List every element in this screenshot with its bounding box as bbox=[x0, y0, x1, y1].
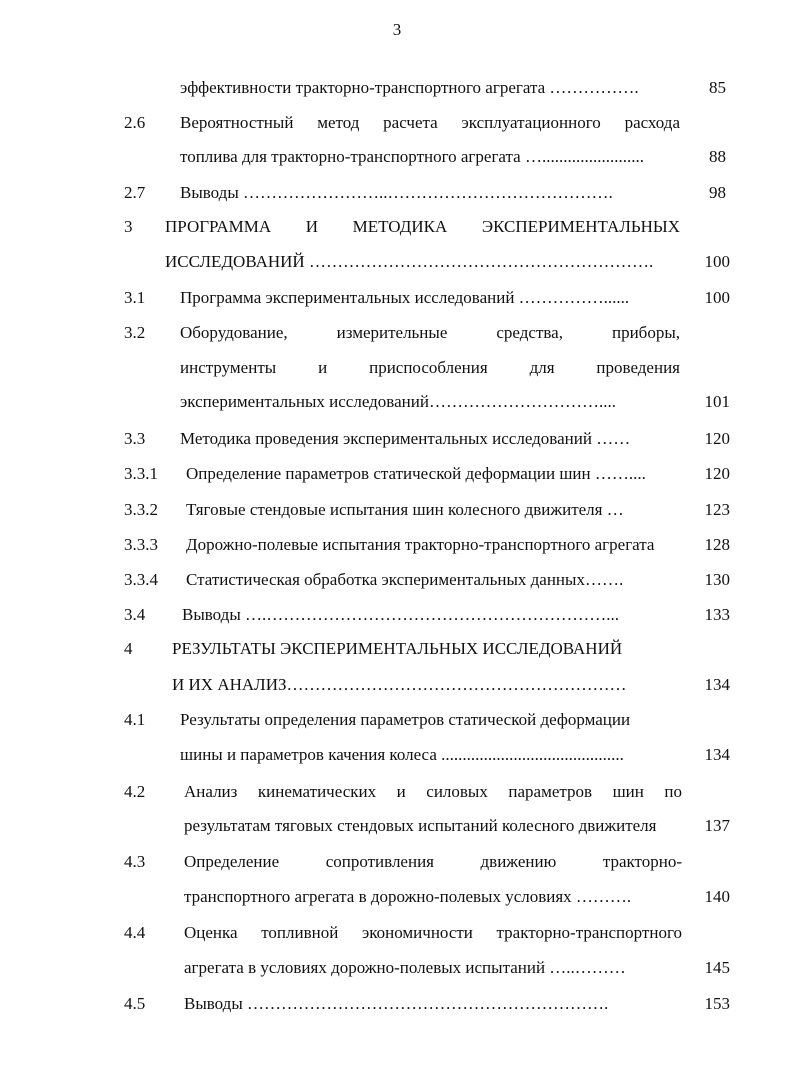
toc-entry-text: Программа экспериментальных исследований ……………...... bbox=[180, 288, 630, 307]
toc-entry-text: Статистическая обработка экспериментальных данных……. bbox=[186, 570, 624, 589]
toc-entry-number: 4.4 bbox=[124, 923, 146, 942]
toc-entry-text: Определение параметров статической деформации шин …….... bbox=[186, 464, 646, 483]
toc-entry-number: 3.3.3 bbox=[124, 535, 158, 554]
toc-entry-number: 3.3.2 bbox=[124, 500, 158, 519]
toc-entry-page: 128 bbox=[704, 535, 730, 554]
toc-entry-text: Выводы ……………………..…………………………………. bbox=[180, 183, 613, 202]
toc-entry-text: Результаты определения параметров статической деформации bbox=[180, 710, 631, 729]
toc-entry-page: 123 bbox=[704, 500, 730, 519]
toc-entry-text: агрегата в условиях дорожно-полевых испытаний …..……… bbox=[184, 958, 626, 977]
toc-entry-text: Тяговые стендовые испытания шин колесного движителя … bbox=[186, 500, 624, 519]
toc-entry-page: 134 bbox=[704, 675, 730, 694]
toc-entry-number: 3.2 bbox=[124, 323, 146, 342]
toc-entry-text: Вероятностный метод расчета эксплуатационного расхода bbox=[180, 113, 680, 132]
toc-entry-text: Оборудование, измерительные средства, приборы, bbox=[180, 323, 680, 342]
toc-entry-page: 100 bbox=[704, 288, 730, 307]
toc-entry-page: 153 bbox=[704, 994, 730, 1013]
toc-entry-text: инструменты и приспособления для проведения bbox=[180, 358, 680, 377]
toc-entry-text: эффективности тракторно-транспортного агрегата ……………. bbox=[180, 78, 639, 97]
toc-entry-number: 4.1 bbox=[124, 710, 146, 729]
toc-entry-page: 120 bbox=[704, 429, 730, 448]
page-number: 3 bbox=[392, 20, 402, 39]
toc-entry-number: 3 bbox=[124, 217, 133, 236]
toc-entry-page: 101 bbox=[704, 392, 730, 411]
toc-entry-number: 3.3 bbox=[124, 429, 146, 448]
toc-entry-page: 145 bbox=[704, 958, 730, 977]
toc-entry-text: Выводы ………………………………………………………. bbox=[184, 994, 609, 1013]
toc-entry-page: 85 bbox=[709, 78, 726, 97]
toc-entry-number: 3.3.4 bbox=[124, 570, 158, 589]
toc-entry-text: Методика проведения экспериментальных исследований …… bbox=[180, 429, 631, 448]
toc-entry-page: 140 bbox=[704, 887, 730, 906]
toc-entry-page: 120 bbox=[704, 464, 730, 483]
toc-entry-number: 4.5 bbox=[124, 994, 146, 1013]
toc-entry-text: Оценка топливной экономичности тракторно-транспортного bbox=[184, 923, 682, 942]
toc-entry-text: Выводы ….……………………………………………………... bbox=[182, 605, 620, 624]
toc-entry-text: шины и параметров качения колеса ........................................... bbox=[180, 745, 624, 764]
toc-entry-text: Анализ кинематических и силовых параметров шин по bbox=[184, 782, 682, 801]
toc-entry-page: 100 bbox=[704, 252, 730, 271]
toc-entry-text: И ИХ АНАЛИЗ…………………………………………………… bbox=[172, 675, 627, 694]
toc-entry-text: Дорожно-полевые испытания тракторно-транспортного агрегата bbox=[186, 535, 655, 554]
toc-entry-text: РЕЗУЛЬТАТЫ ЭКСПЕРИМЕНТАЛЬНЫХ ИССЛЕДОВАНИЙ bbox=[172, 639, 623, 658]
toc-entry-page: 134 bbox=[704, 745, 730, 764]
toc-entry-text: ИССЛЕДОВАНИЙ ……………………………………………………. bbox=[165, 252, 654, 271]
toc-entry-text: ПРОГРАММА И МЕТОДИКА ЭКСПЕРИМЕНТАЛЬНЫХ bbox=[165, 217, 680, 236]
toc-entry-page: 133 bbox=[704, 605, 730, 624]
toc-entry-number: 4 bbox=[124, 639, 133, 658]
toc-entry-text: топлива для тракторно-транспортного агрегата …........................ bbox=[180, 147, 644, 166]
toc-entry-number: 4.3 bbox=[124, 852, 146, 871]
toc-entry-number: 3.3.1 bbox=[124, 464, 158, 483]
toc-entry-text: экспериментальных исследований………………………….... bbox=[180, 392, 616, 411]
toc-entry-text: результатам тяговых стендовых испытаний колесного движителя bbox=[184, 816, 657, 835]
toc-entry-text: транспортного агрегата в дорожно-полевых условиях ………. bbox=[184, 887, 632, 906]
toc-entry-page: 130 bbox=[704, 570, 730, 589]
toc-entry-number: 4.2 bbox=[124, 782, 146, 801]
toc-entry-number: 3.4 bbox=[124, 605, 146, 624]
toc-entry-page: 88 bbox=[709, 147, 726, 166]
toc-entry-text: Определение сопротивления движению тракторно- bbox=[184, 852, 682, 871]
toc-entry-number: 3.1 bbox=[124, 288, 146, 307]
toc-entry-page: 98 bbox=[709, 183, 726, 202]
toc-entry-number: 2.7 bbox=[124, 183, 146, 202]
toc-entry-page: 137 bbox=[704, 816, 730, 835]
toc-entry-number: 2.6 bbox=[124, 113, 146, 132]
